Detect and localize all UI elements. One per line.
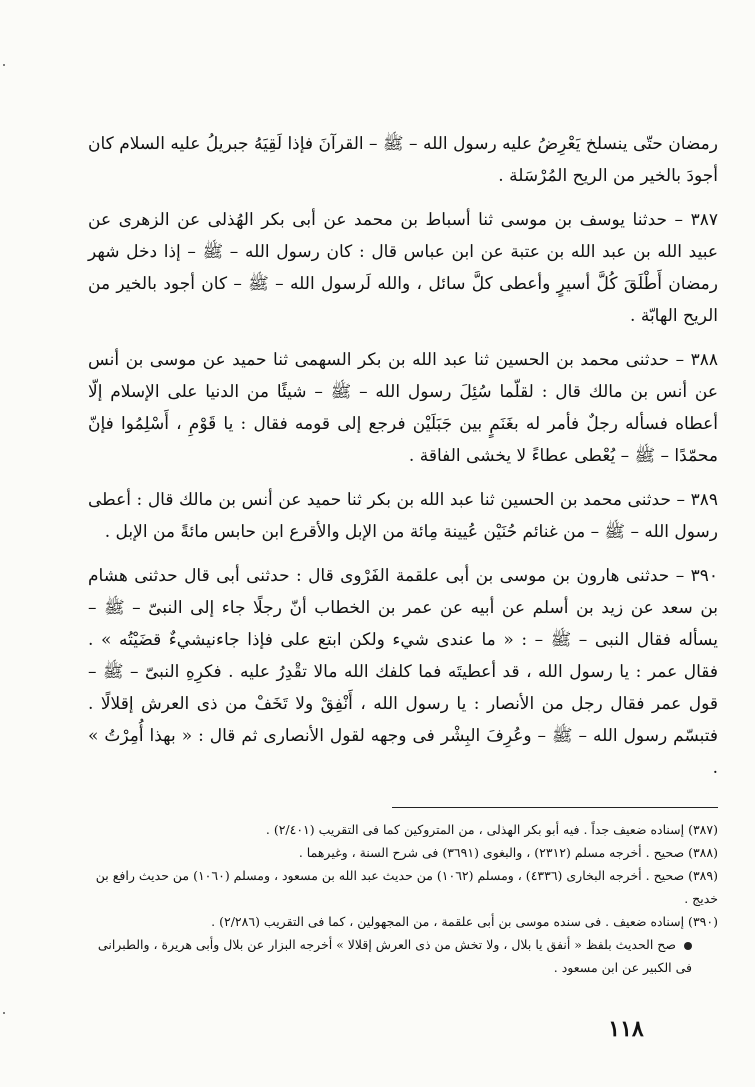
page-number: ١١٨ bbox=[608, 1016, 644, 1042]
footnote-387: (٣٨٧) إسناده ضعيف جداً . فيه أبو بكر الهذلى ، من المتروكين كما فى التقريب (٢/٤٠١) . bbox=[265, 822, 718, 837]
footnote-divider bbox=[392, 807, 718, 808]
scan-speck bbox=[3, 64, 5, 66]
bullet-icon bbox=[684, 942, 692, 950]
hadith-388: ٣٨٨ – حدثنى محمد بن الحسين ثنا عبد الله بن بكر السهمى ثنا حميد عن موسى بن أنس عن أنس بن مالك قال : لقلّما سُئِلَ رسول الله – ﷺ – شيئًا من الدنيا على الإسلام إلّا أعطاه فسأله رجلٌ فأمر له بغَنَمٍ بين جَبَلَيْن فرجع إلى قومه فقال : يا قَوْمِ ، أَسْلِمُوا فإنّ محمّدًا – ﷺ – يُعْطى عطاءً لا يخشى الفاقة . bbox=[88, 350, 718, 466]
hadith-390: ٣٩٠ – حدثنى هارون بن موسى بن أبى علقمة الفَرْوى قال : حدثنى أبى قال حدثنى هشام بن سعد عن زيد بن أسلم عن أبيه عن عمر بن الخطاب أنّ رجلًا جاء إلى النبىّ – ﷺ – يسأله فقال النبى – ﷺ – : « ما عندى شيء ولكن ابتع على فإذا جاءنيشيءٌ قضَيْتُه » . فقال عمر : يا رسول الله ، قد أعطيتَه فما كلفك الله مالا تقْدِرُ عليه . فكرِهِ النبىّ – ﷺ – قول عمر فقال رجل من الأنصار : يا رسول الله ، أَنْفِقْ ولا تَخَفْ من ذى العرش إقلالًا . فتبسّم رسول الله – ﷺ – وعُرِفَ البِشْر فى وجهه لقول الأنصارى ثم قال : « بهذا أُمِرْتُ » . bbox=[88, 566, 718, 778]
hadith-387: ٣٨٧ – حدثنا يوسف بن موسى ثنا أسباط بن محمد عن أبى بكر الهُذلى عن الزهرى عن عبيد الله بن عبد الله بن عتبة عن ابن عباس قال : كان رسول الله – ﷺ – إذا دخل شهر رمضان أَطْلَقَ كُلَّ أسيرٍ وأعطى كلَّ سائل ، والله لَرسول الله – ﷺ – كان أجود بالخير من الريح الهابّة . bbox=[88, 210, 718, 326]
footnote-extra-item bbox=[88, 933, 718, 979]
footnotes bbox=[88, 818, 718, 979]
paragraph-continuation: رمضان حتّى ينسلخ يَعْرِضُ عليه رسول الله – ﷺ – القرآنَ فإذا لَقِيَهُ جبريلُ عليه السلام كان أجودَ بالخير من الريح المُرْسَلة . bbox=[88, 134, 718, 186]
main-text bbox=[88, 128, 718, 784]
footnote-extra-text: صح الحديث بلفظ « أنفق يا بلال ، ولا تخش من ذى العرش إقلالا » أخرجه البزار عن بلال وأبى هريرة ، والطبرانى فى الكبير عن ابن مسعود . bbox=[97, 937, 692, 975]
footnote-390: (٣٩٠) إسناده ضعيف . فى سنده موسى بن أبى علقمة ، من المجهولين ، كما فى التقريب (٢/٢٨٦) . bbox=[211, 914, 718, 929]
footnote-389: (٣٨٩) صحيح . أخرجه البخارى (٤٣٣٦) ، ومسلم (١٠٦٢) من حديث عبد الله بن مسعود ، ومسلم (١٠٦٠) من حديث رافع بن خديج . bbox=[95, 868, 718, 906]
footnote-388: (٣٨٨) صحيح . أخرجه مسلم (٢٣١٢) ، والبغوى (٣٦٩١) فى شرح السنة ، وغيرهما . bbox=[298, 845, 718, 860]
scan-speck bbox=[3, 1012, 5, 1014]
hadith-389: ٣٨٩ – حدثنى محمد بن الحسين ثنا عبد الله بن بكر ثنا حميد عن أنس بن مالك قال : أعطى رسول الله – ﷺ – من غنائم حُنَيْن عُيينة مِائة من الإبل والأقرع ابن حابس مائةً من الإبل . bbox=[88, 490, 718, 542]
